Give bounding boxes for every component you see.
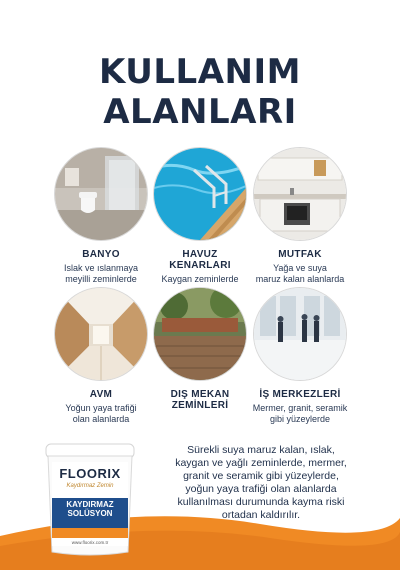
area-name: BANYO xyxy=(82,249,120,260)
area-desc: Islak ve ıslanmaya meyilli zeminlerde xyxy=(63,263,139,284)
area-desc: Mermer, granit, seramik gibi yüzeylerde xyxy=(252,403,348,424)
product-label: KAYDIRMAZ SOLÜSYON xyxy=(66,500,114,518)
area-name: MUTFAK xyxy=(278,249,322,260)
area-name: AVM xyxy=(89,389,113,400)
area-card-avm xyxy=(46,288,156,425)
page-title-line2: ALANLARI xyxy=(103,92,297,132)
page-title-line1: KULLANIM xyxy=(99,52,301,92)
area-card-dis-mekan xyxy=(145,288,255,411)
pool-photo xyxy=(154,148,246,240)
bathroom-photo xyxy=(55,148,147,240)
area-card-havuz xyxy=(145,148,255,285)
mall-photo xyxy=(55,288,147,380)
area-card-mutfak xyxy=(245,148,355,285)
outdoor-photo xyxy=(154,288,246,380)
area-card-banyo xyxy=(46,148,156,285)
product-script: Kaydırmaz Zemin xyxy=(66,483,114,489)
kitchen-photo xyxy=(254,148,346,240)
info-paragraph: Sürekli suya maruz kalan, ıslak, kaygan ve yağlı zeminlerde, mermer, granit ve seramik gibi yüzeylerde, yoğun yaya trafiği olan alanlarda kullanılması durumunda kayma riski ortadan kaldırılır. xyxy=(175,444,347,521)
area-desc: Kaygan zeminlerde xyxy=(161,274,239,284)
product-brand: FLOORIX xyxy=(59,466,121,481)
area-name: HAVUZ KENARLARI xyxy=(169,249,231,271)
area-desc: Yağa ve suya maruz kalan alanlarda xyxy=(255,263,345,284)
area-desc: Yoğun yaya trafiği olan alanlarda xyxy=(65,403,137,424)
office-photo xyxy=(254,288,346,380)
product-bucket xyxy=(40,440,140,558)
area-name: DIŞ MEKAN ZEMİNLERİ xyxy=(170,389,230,411)
area-name: İŞ MERKEZLERİ xyxy=(259,389,341,400)
area-card-is-merkezleri xyxy=(245,288,355,425)
product-website: www.floorix.com.tr xyxy=(71,540,109,545)
